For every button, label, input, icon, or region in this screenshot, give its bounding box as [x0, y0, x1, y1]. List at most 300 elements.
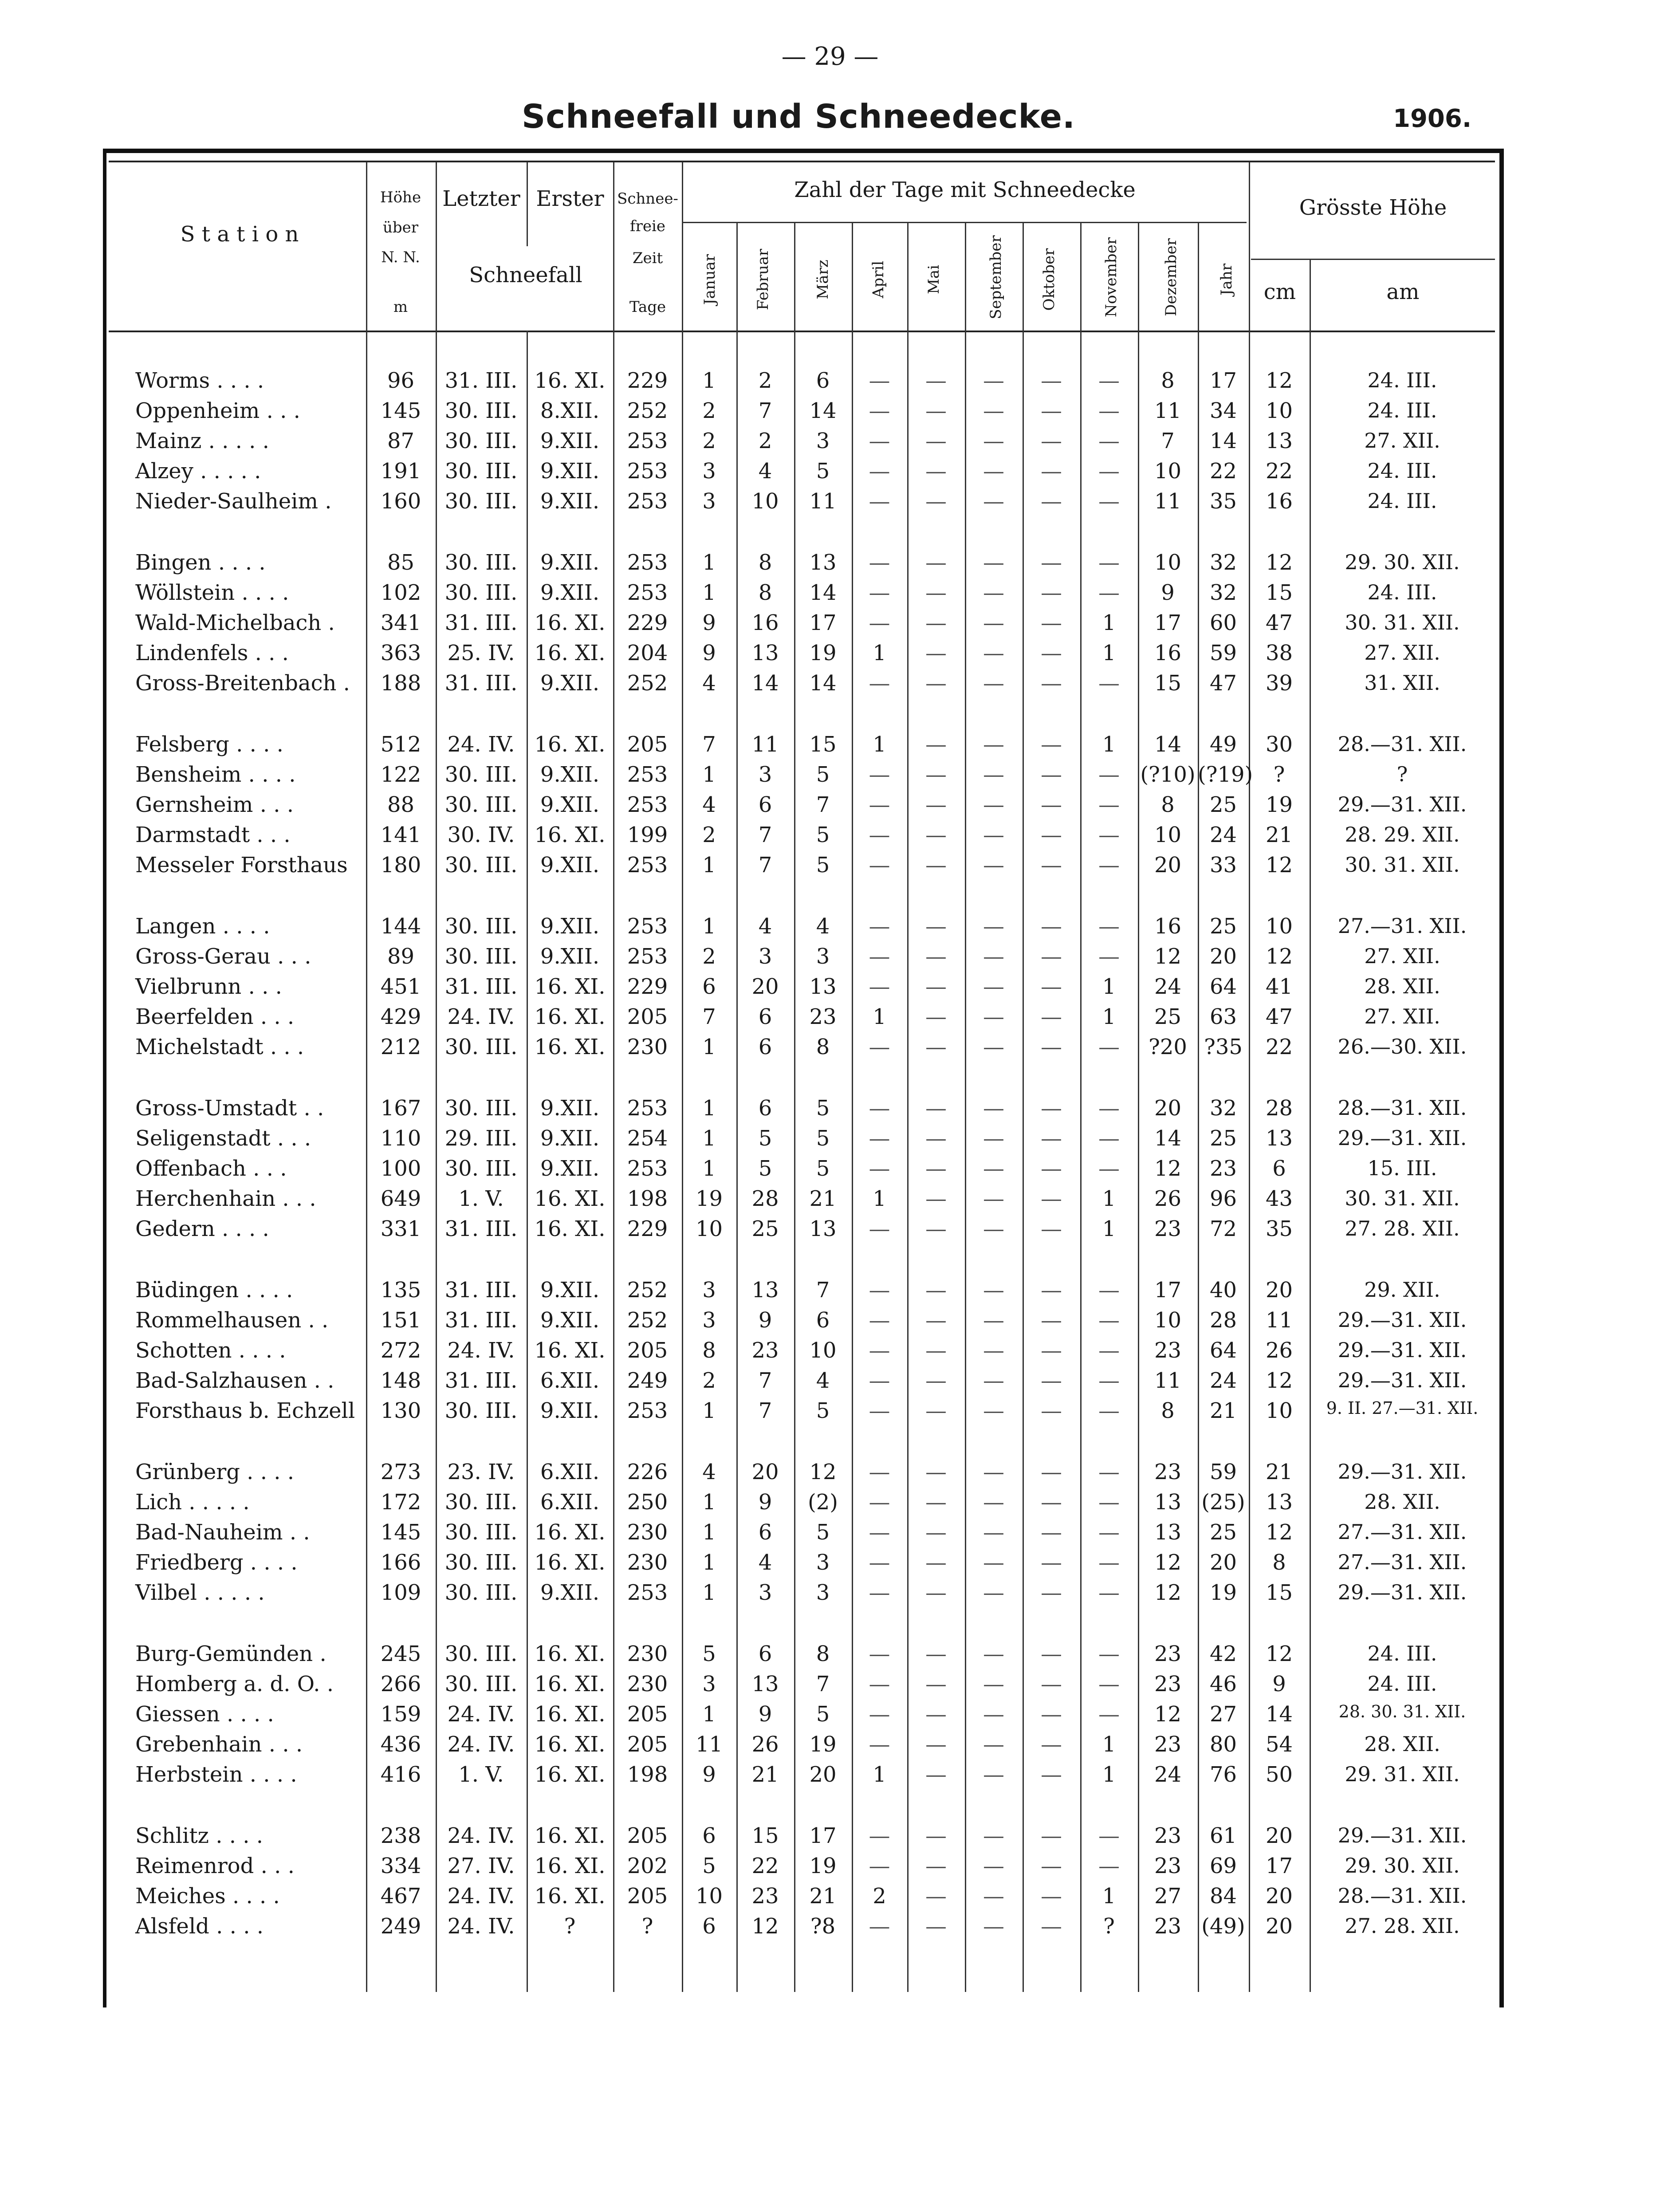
table-cell: 63 [1209, 1004, 1237, 1029]
table-cell: 191 [380, 459, 421, 484]
table-cell: — [983, 974, 1004, 999]
table-cell: 3 [702, 489, 716, 514]
table-cell: 135 [380, 1278, 421, 1303]
header-top-rule [109, 161, 1495, 162]
station-name: Bingen . . . . [135, 550, 266, 575]
table-cell: 15. III. [1367, 1156, 1437, 1180]
table-cell: 253 [627, 792, 668, 817]
table-cell: 24. IV. [447, 1338, 515, 1363]
table-cell: 30. III. [445, 550, 518, 575]
station-name: Beerfelden . . . [135, 1004, 295, 1029]
table-cell: — [925, 1580, 947, 1605]
table-cell: 9.XII. [540, 1096, 600, 1121]
table-cell: — [983, 1126, 1004, 1151]
table-cell: — [869, 580, 890, 605]
table-cell: 6.XII. [540, 1460, 600, 1484]
table-cell: — [1098, 1368, 1120, 1393]
table-cell: — [925, 1278, 947, 1303]
station-name: Rommelhausen . . [135, 1308, 329, 1333]
header-month-maerz: März [814, 260, 832, 299]
table-cell: 27. IV. [447, 1854, 515, 1878]
table-cell: — [925, 1884, 947, 1909]
table-cell: 2 [702, 1368, 716, 1393]
table-cell: 11 [1265, 1308, 1293, 1333]
header-month-september: September [987, 235, 1005, 319]
table-cell: 12 [1154, 1156, 1182, 1181]
table-cell: — [869, 1672, 890, 1696]
table-cell: 198 [627, 1186, 668, 1211]
table-cell: (?19) [1198, 762, 1253, 787]
table-cell: — [1041, 944, 1062, 969]
table-row [109, 762, 1495, 791]
table-cell: — [925, 792, 947, 817]
table-cell: 1 [702, 1156, 716, 1181]
table-cell: — [1098, 1338, 1120, 1363]
table-cell: — [1098, 398, 1120, 423]
table-cell: 363 [380, 641, 421, 665]
table-cell: 7 [758, 823, 772, 847]
table-cell: 22 [1265, 1035, 1293, 1059]
table-cell: 30. IV. [447, 823, 515, 847]
table-row [109, 1580, 1495, 1610]
table-cell: 167 [380, 1096, 421, 1121]
table-cell: — [983, 1096, 1004, 1121]
station-name: Reimenrod . . . [135, 1854, 295, 1878]
table-cell: 6 [816, 1308, 830, 1333]
table-cell: 24. IV. [447, 1884, 515, 1909]
table-cell: 1 [702, 1398, 716, 1423]
table-cell: 1 [702, 1035, 716, 1059]
table-cell: 8 [816, 1641, 830, 1666]
table-cell: — [983, 1762, 1004, 1787]
table-cell: 5 [816, 1702, 830, 1727]
table-cell: 25 [1209, 1126, 1237, 1151]
header-schneefrei-3: Zeit [632, 249, 663, 267]
table-row [109, 671, 1495, 700]
table-cell: 13 [751, 1278, 779, 1303]
table-cell: 1 [1102, 1004, 1116, 1029]
table-cell: 30. 31. XII. [1345, 1186, 1460, 1210]
table-cell: (?10) [1140, 762, 1196, 787]
table-cell: 85 [387, 550, 415, 575]
station-name: Schlitz . . . . [135, 1823, 264, 1848]
table-cell: 24. III. [1367, 1672, 1437, 1696]
table-row [109, 550, 1495, 579]
table-cell: 14 [809, 671, 837, 696]
table-cell: — [1098, 1308, 1120, 1333]
table-cell: 4 [758, 459, 772, 484]
table-cell: 19 [1209, 1580, 1237, 1605]
table-cell: 21 [1265, 823, 1293, 847]
table-cell: 28 [751, 1186, 779, 1211]
table-cell: 1 [702, 550, 716, 575]
header-schneefrei-2: freie [630, 217, 665, 235]
table-cell: 23 [1154, 1732, 1182, 1757]
table-cell: 8 [816, 1035, 830, 1059]
table-cell: 166 [380, 1550, 421, 1575]
table-cell: 1 [702, 762, 716, 787]
table-cell: 3 [702, 1672, 716, 1696]
station-name: Michelstadt . . . [135, 1035, 304, 1059]
table-cell: 4 [816, 1368, 830, 1393]
table-cell: 10 [751, 489, 779, 514]
table-cell: 8 [1161, 1398, 1175, 1423]
table-cell: 229 [627, 368, 668, 393]
table-cell: — [1041, 1216, 1062, 1241]
table-cell: 229 [627, 974, 668, 999]
table-cell: 12 [1154, 944, 1182, 969]
table-cell: 14 [1265, 1702, 1293, 1727]
table-cell: 2 [702, 944, 716, 969]
table-cell: 9.XII. [540, 914, 600, 939]
table-cell: — [869, 944, 890, 969]
table-cell: 1 [702, 1580, 716, 1605]
table-cell: 13 [751, 641, 779, 665]
table-cell: — [983, 1914, 1004, 1939]
table-cell: — [869, 1580, 890, 1605]
table-cell: — [925, 1368, 947, 1393]
table-cell: 25 [1209, 914, 1237, 939]
table-cell: 16. XI. [534, 641, 606, 665]
table-cell: — [1041, 853, 1062, 878]
table-cell: 29. 30. XII. [1345, 550, 1460, 574]
table-cell: 72 [1209, 1216, 1237, 1241]
table-cell: 64 [1209, 1338, 1237, 1363]
table-cell: — [925, 489, 947, 514]
table-row [109, 489, 1495, 518]
table-row [109, 1278, 1495, 1307]
table-cell: 30. III. [445, 1520, 518, 1545]
table-cell: — [983, 1186, 1004, 1211]
table-cell: — [1041, 1156, 1062, 1181]
table-cell: 16. XI. [534, 1550, 606, 1575]
table-cell: 87 [387, 429, 415, 453]
table-cell: 34 [1209, 398, 1237, 423]
table-cell: 252 [627, 671, 668, 696]
table-cell: 199 [627, 823, 668, 847]
table-cell: 1 [1102, 1884, 1116, 1909]
table-cell: 6 [758, 1641, 772, 1666]
table-cell: 11 [809, 489, 837, 514]
table-cell: 23 [1154, 1672, 1182, 1696]
table-cell: — [925, 1126, 947, 1151]
table-cell: — [925, 580, 947, 605]
table-cell: — [1041, 762, 1062, 787]
table-cell: — [869, 459, 890, 484]
table-cell: 23 [1154, 1823, 1182, 1848]
table-cell: 30. III. [445, 762, 518, 787]
table-cell: — [1041, 368, 1062, 393]
table-cell: — [869, 429, 890, 453]
table-cell: 100 [380, 1156, 421, 1181]
table-cell: 2 [758, 368, 772, 393]
header-schneefall: Schneefall [469, 263, 582, 287]
table-cell: ? [641, 1914, 653, 1939]
table-cell: 1 [1102, 732, 1116, 757]
table-cell: 13 [751, 1672, 779, 1696]
table-cell: 1 [702, 1702, 716, 1727]
table-cell: — [1098, 823, 1120, 847]
table-cell: 273 [380, 1460, 421, 1484]
table-cell: 253 [627, 944, 668, 969]
table-cell: — [925, 732, 947, 757]
header-month-jahr: Jahr [1218, 263, 1235, 296]
table-cell: 3 [816, 944, 830, 969]
table-row [109, 1186, 1495, 1216]
table-cell: 23. IV. [447, 1460, 515, 1484]
table-cell: 3 [816, 1550, 830, 1575]
table-cell: 3 [702, 459, 716, 484]
table-cell: 1 [1102, 641, 1116, 665]
groesste-subrule [1251, 259, 1495, 260]
table-cell: 3 [816, 1580, 830, 1605]
table-cell: 1 [702, 1096, 716, 1121]
table-cell: 9 [758, 1702, 772, 1727]
table-row [109, 853, 1495, 882]
table-cell: 16. XI. [534, 1520, 606, 1545]
header-month-februar: Februar [754, 248, 772, 311]
table-cell: — [925, 944, 947, 969]
table-cell: 5 [758, 1156, 772, 1181]
header-am: am [1386, 279, 1420, 304]
table-cell: 9.XII. [540, 459, 600, 484]
table-cell: — [1041, 1823, 1062, 1848]
table-cell: 12 [809, 1460, 837, 1484]
table-cell: 9.XII. [540, 762, 600, 787]
table-cell: 31. III. [445, 1308, 518, 1333]
table-cell: 5 [816, 1156, 830, 1181]
table-cell: 5 [816, 459, 830, 484]
table-cell: 21 [751, 1762, 779, 1787]
table-cell: 11 [751, 732, 779, 757]
table-cell: — [869, 974, 890, 999]
table-cell: 76 [1209, 1762, 1237, 1787]
table-cell: 253 [627, 489, 668, 514]
table-cell: 47 [1265, 1004, 1293, 1029]
table-cell: 9.XII. [540, 1156, 600, 1181]
table-cell: 9.XII. [540, 489, 600, 514]
table-cell: 89 [387, 944, 415, 969]
table-cell: — [869, 823, 890, 847]
table-cell: 17 [1154, 610, 1182, 635]
table-cell: 331 [380, 1216, 421, 1241]
table-row [109, 610, 1495, 640]
header-month-mai: Mai [925, 265, 943, 294]
table-cell: 29.—31. XII. [1337, 1126, 1467, 1150]
table-cell: 30. III. [445, 1096, 518, 1121]
table-cell: 30. III. [445, 944, 518, 969]
table-cell: 28.—31. XII. [1337, 732, 1467, 756]
table-cell: 9.XII. [540, 853, 600, 878]
page-year: 1906. [1393, 104, 1472, 133]
table-cell: — [869, 1338, 890, 1363]
table-cell: — [983, 823, 1004, 847]
table-cell: 9.XII. [540, 580, 600, 605]
table-cell: — [983, 641, 1004, 665]
table-cell: 1 [702, 1490, 716, 1515]
table-cell: 6 [758, 1035, 772, 1059]
table-cell: 9. II. 27.—31. XII. [1326, 1398, 1479, 1418]
table-cell: — [925, 1035, 947, 1059]
table-cell: 35 [1265, 1216, 1293, 1241]
station-name: Herbstein . . . . [135, 1762, 297, 1787]
table-cell: 16. XI. [534, 610, 606, 635]
table-cell: 50 [1265, 1762, 1293, 1787]
table-cell: — [1041, 671, 1062, 696]
table-cell: — [983, 792, 1004, 817]
station-name: Schotten . . . . [135, 1338, 286, 1363]
table-cell: 253 [627, 550, 668, 575]
table-cell: — [925, 459, 947, 484]
table-row [109, 1672, 1495, 1701]
station-name: Bad-Nauheim . . [135, 1520, 310, 1545]
table-cell: 144 [380, 914, 421, 939]
table-cell: — [869, 1278, 890, 1303]
table-row [109, 1096, 1495, 1125]
table-cell: 249 [380, 1914, 421, 1939]
header-month-november: November [1102, 237, 1120, 317]
table-cell: — [1098, 459, 1120, 484]
table-cell: 30. III. [445, 1156, 518, 1181]
table-cell: 20 [1265, 1884, 1293, 1909]
table-cell: 12 [1154, 1550, 1182, 1575]
station-name: Oppenheim . . . [135, 398, 300, 423]
table-cell: 12 [1154, 1702, 1182, 1727]
table-cell: 23 [1154, 1338, 1182, 1363]
table-cell: — [925, 762, 947, 787]
table-cell: 1 [702, 1126, 716, 1151]
table-cell: ? [564, 1914, 576, 1939]
table-row [109, 368, 1495, 398]
table-cell: 5 [816, 1398, 830, 1423]
table-cell: 334 [380, 1854, 421, 1878]
table-cell: 7 [758, 853, 772, 878]
station-name: Mainz . . . . . [135, 429, 269, 453]
table-cell: 253 [627, 429, 668, 453]
table-cell: — [1098, 1854, 1120, 1878]
table-cell: ?8 [810, 1914, 836, 1939]
table-cell: — [1041, 1096, 1062, 1121]
table-cell: — [869, 1156, 890, 1181]
table-cell: — [1098, 1156, 1120, 1181]
table-cell: 27. XII. [1364, 641, 1440, 665]
table-cell: 29. 30. XII. [1345, 1854, 1460, 1877]
table-cell: 32 [1209, 580, 1237, 605]
table-cell: — [925, 1308, 947, 1333]
table-cell: 13 [1265, 429, 1293, 453]
table-row [109, 1368, 1495, 1397]
table-cell: 8 [702, 1338, 716, 1363]
header-erster: Erster [536, 186, 604, 211]
table-cell: — [983, 1520, 1004, 1545]
table-cell: — [983, 1580, 1004, 1605]
table-cell: 9.XII. [540, 1398, 600, 1423]
table-cell: — [1041, 429, 1062, 453]
table-cell: 59 [1209, 1460, 1237, 1484]
table-cell: — [925, 1398, 947, 1423]
table-cell: ? [1103, 1914, 1115, 1939]
table-cell: — [925, 1914, 947, 1939]
table-cell: 4 [758, 1550, 772, 1575]
table-cell: 15 [1265, 580, 1293, 605]
table-cell: 252 [627, 398, 668, 423]
station-name: Giessen . . . . [135, 1702, 274, 1727]
table-cell: — [1098, 853, 1120, 878]
table-cell: — [1041, 641, 1062, 665]
table-row [109, 732, 1495, 761]
station-name: Grebenhain . . . [135, 1732, 303, 1757]
table-cell: 30. III. [445, 1398, 518, 1423]
table-cell: 1 [1102, 1762, 1116, 1787]
table-cell: 253 [627, 762, 668, 787]
table-cell: 5 [816, 762, 830, 787]
header-month-oktober: Oktober [1040, 248, 1058, 311]
station-name: Wald-Michelbach . [135, 610, 335, 635]
table-cell: 1 [702, 914, 716, 939]
station-name: Vilbel . . . . . [135, 1580, 265, 1605]
table-row [109, 1641, 1495, 1671]
table-cell: — [869, 671, 890, 696]
table-row [109, 1884, 1495, 1913]
table-cell: 16. XI. [534, 1702, 606, 1727]
table-cell: 5 [816, 1520, 830, 1545]
table-cell: — [1098, 368, 1120, 393]
table-cell: 5 [758, 1126, 772, 1151]
station-name: Seligenstadt . . . [135, 1126, 311, 1151]
table-cell: 23 [1154, 1460, 1182, 1484]
table-cell: 30. III. [445, 792, 518, 817]
table-cell: 16. XI. [534, 1854, 606, 1878]
table-cell: 205 [627, 732, 668, 757]
table-cell: — [869, 1641, 890, 1666]
table-cell: 24. IV. [447, 1914, 515, 1939]
table-cell: — [925, 853, 947, 878]
table-cell: 205 [627, 1884, 668, 1909]
table-cell: 6 [758, 1520, 772, 1545]
table-cell: 32 [1209, 550, 1237, 575]
table-cell: — [1098, 1550, 1120, 1575]
table-cell: 172 [380, 1490, 421, 1515]
table-cell: 10 [695, 1884, 723, 1909]
table-cell: 23 [809, 1004, 837, 1029]
table-cell: — [983, 1550, 1004, 1575]
table-cell: — [869, 1914, 890, 1939]
table-cell: 9.XII. [540, 429, 600, 453]
table-row [109, 914, 1495, 943]
table-cell: 19 [809, 1854, 837, 1878]
table-cell: 9.XII. [540, 671, 600, 696]
table-cell: — [925, 823, 947, 847]
table-cell: (2) [808, 1490, 838, 1515]
table-cell: — [925, 1641, 947, 1666]
table-cell: 23 [1154, 1641, 1182, 1666]
table-cell: 4 [702, 671, 716, 696]
table-cell: 27 [1154, 1884, 1182, 1909]
table-cell: 46 [1209, 1672, 1237, 1696]
table-cell: — [869, 853, 890, 878]
table-cell: 29.—31. XII. [1337, 1460, 1467, 1484]
table-cell: — [1041, 1641, 1062, 1666]
table-cell: 10 [1265, 1398, 1293, 1423]
table-cell: — [983, 1278, 1004, 1303]
table-cell: 16. XI. [534, 1823, 606, 1848]
table-cell: 25 [751, 1216, 779, 1241]
station-name: Wöllstein . . . . [135, 580, 289, 605]
table-row [109, 1762, 1495, 1791]
table-cell: 32 [1209, 1096, 1237, 1121]
table-cell: 204 [627, 641, 668, 665]
table-cell: — [983, 1823, 1004, 1848]
